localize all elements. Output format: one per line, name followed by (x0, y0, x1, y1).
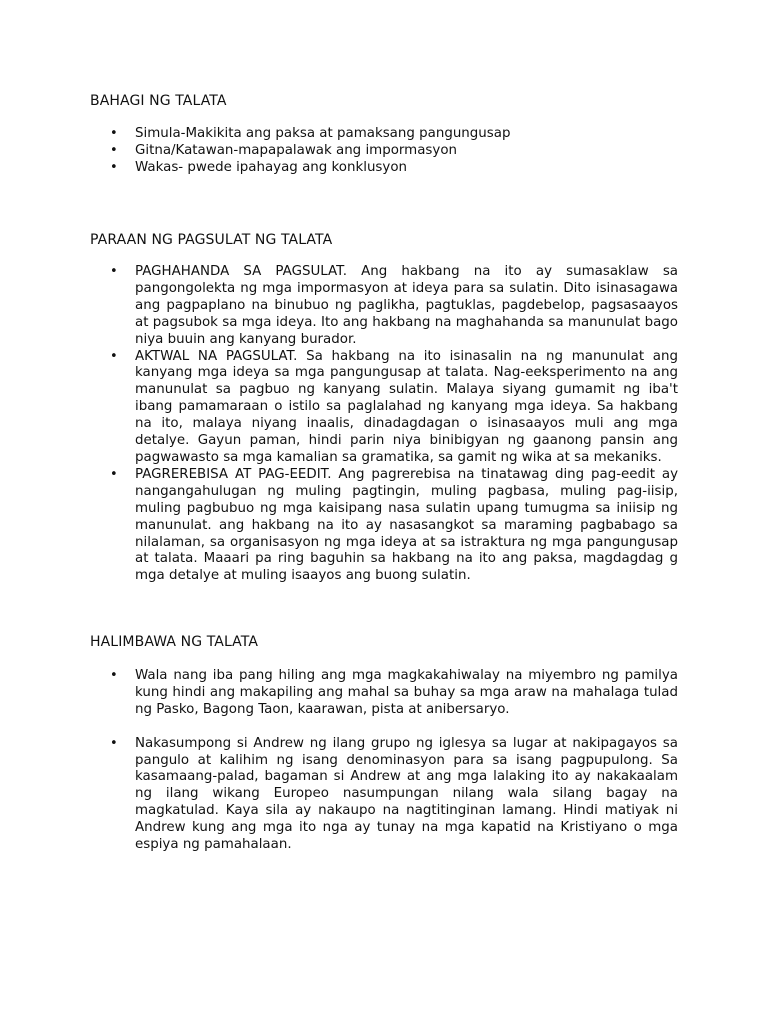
bullet-icon: • (110, 264, 118, 279)
list-item: • Wala nang iba pang hiling ang mga magkakahiwalay na miyembro ng pamilya kung hindi ang makapiling ang mahal sa buhay sa mga araw na mahalaga tulad ng Pasko, Bagong Taon, kaarawan, pista at anibersaryo. (110, 668, 678, 717)
list-item: • PAGHAHANDA SA PAGSULAT. Ang hakbang na ito ay sumasaklaw sa pangongolekta ng mga impormasyon at ideya para sa sulatin. Dito isinasagawa ang pagpaplano na binubuo ng paglikha, pagtuklas, pagdebelop, pagsasaayos at pagsubok sa mga ideya. Ito ang hakbang na maghahanda sa manunulat bago niya buuin ang kanyang burador. (110, 264, 678, 347)
list-item: • Nakasumpong si Andrew ng ilang grupo ng iglesya sa lugar at nakipagayos sa pangulo at kalihim ng isang denominasyon para sa isang pagpupulong. Sa kasamaang-palad, bagaman si Andrew at ang mga lalaking ito ay nakakaalam ng ilang wikang Europeo nasumpungan nilang wala silang bagay na magkatulad. Kaya sila ay nakaupo na nagtitinginan lamang. Hindi matiyak ni Andrew kung ang mga ito nga ay tunay na mga kapatid na Kristiyano o mga espiya ng pamahalaan. (110, 735, 678, 853)
bullet-icon: • (110, 126, 118, 141)
halimbawa-list (110, 668, 678, 854)
bullet-icon: • (110, 348, 118, 364)
list-item: • Wakas- pwede ipahayag ang konklusyon (110, 159, 408, 175)
bullet-icon: • (110, 735, 118, 751)
bahagi-list (110, 126, 678, 177)
list-item: • Simula-Makikita ang paksa at pamaksang pangungusap (110, 126, 511, 141)
section-heading-paraan: PARAAN NG PAGSULAT NG TALATA (90, 232, 333, 248)
list-item: • AKTWAL NA PAGSULAT. Sa hakbang na ito isinasalin na ng manunulat ang kanyang mga ideya sa mga pangungusap at talata. Nag-eeksperimento na ang manunulat sa pagbuo ng kanyang sulatin. Malaya siyang gumamit ng iba't ibang pamamaraan o istilo sa paglalahad ng kanyang mga ideya. Sa hakbang na ito, malaya niyang inaalis, dinadagdagan o isinasaayos muli ang mga detalye. Gayun paman, hindi parin niya binibigyan ng gaanong pansin ang pagwawasto sa mga kamalian sa gramatika, sa gamit ng wika at sa mekaniks. (110, 348, 678, 465)
bullet-icon: • (110, 668, 118, 683)
section-heading-bahagi: BAHAGI NG TALATA (90, 93, 227, 109)
list-item: • Gitna/Katawan-mapapalawak ang impormasyon (110, 142, 457, 158)
bullet-icon: • (110, 159, 118, 175)
bullet-icon: • (110, 142, 118, 158)
section-heading-halimbawa: HALIMBAWA NG TALATA (90, 634, 258, 650)
paraan-list (110, 264, 678, 585)
list-item: • PAGREREBISA AT PAG-EEDIT. Ang pagrerebisa na tinatawag ding pag-eedit ay nangangahulugan ng muling pagtingin, muling pagbasa, muling pag-iisip, muling pagbubuo ng mga kaisipang nasa sulatin upang tumugma sa iniisip ng manunulat. ang hakbang na ito ay nasasangkot sa maraming pagbabago sa nilalaman, sa organisasyon ng mga ideya at sa istraktura ng mga pangungusap at talata. Maaari pa ring baguhin sa hakbang na ito ang paksa, magdagdag g mga detalye at muling isaayos ang buong sulatin. (110, 466, 678, 584)
bullet-icon: • (110, 466, 118, 482)
